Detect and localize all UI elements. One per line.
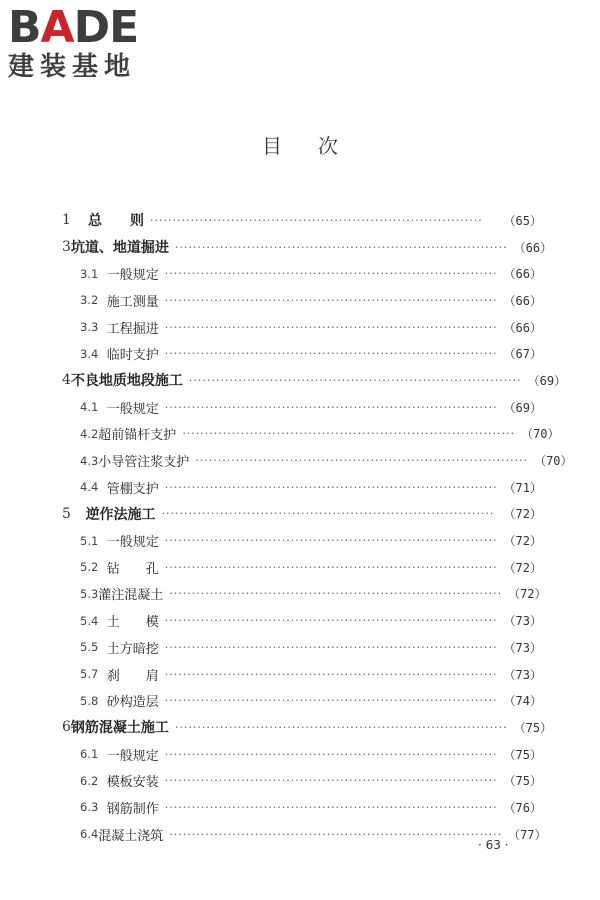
toc-entry-page: （73） [503, 640, 542, 655]
toc-entry-page: （73） [503, 667, 542, 682]
toc-entry-number: 4 [62, 372, 71, 389]
toc-entry [0, 634, 600, 661]
toc-entry-label: 总 则 [88, 213, 144, 230]
toc-entry-label: 小导管注浆支护 [98, 455, 190, 471]
toc-entry-label: 一般规定 [106, 748, 159, 764]
toc-leader-dots: ·········································································· [164, 534, 498, 548]
toc-leader-dots: ·········································································· [164, 400, 498, 414]
toc-entry [0, 767, 600, 794]
toc-leader-dots: ·········································································· [164, 667, 498, 681]
toc-entry [0, 741, 600, 768]
toc-leader-dots: ·········································································· [164, 614, 498, 628]
toc-entry-number: 1 [62, 212, 71, 229]
toc-entry-page: （72） [508, 587, 547, 602]
toc-entry [0, 607, 600, 634]
toc-entry-number: 4.2 [80, 426, 99, 441]
bade-logo [8, 2, 183, 82]
toc-entry-number: 5.2 [80, 560, 99, 575]
toc-entry-number: 3 [62, 239, 71, 256]
toc-entry-number: 5 [62, 505, 71, 522]
toc-leader-dots: ·········································································· [164, 560, 498, 574]
toc-entry-label: 模板安装 [106, 775, 159, 791]
toc-entry-number: 6.1 [80, 747, 99, 762]
toc-entry [0, 234, 600, 261]
toc-leader-dots: ·········································································· [182, 427, 516, 441]
toc-leader-dots: ·········································································· [169, 827, 503, 841]
toc-entry-number: 4.4 [80, 480, 99, 495]
toc-leader-dots: ·········································································· [164, 320, 498, 334]
toc-entry [0, 501, 600, 528]
toc-entry-page: （66） [503, 293, 542, 308]
toc-entry-label: 土方暗挖 [106, 641, 159, 657]
toc-entry-number: 5.4 [80, 613, 99, 628]
toc-entry-label: 工程掘进 [106, 321, 159, 337]
toc-entry-number: 6.2 [80, 773, 99, 788]
toc-entry-label: 钢筋制作 [106, 801, 159, 817]
toc-entry-page: （66） [503, 267, 542, 282]
toc-entry-number: 3.4 [80, 346, 99, 361]
toc-entry-label: 砂构造层 [106, 695, 159, 711]
toc-leader-dots: ·········································································· [188, 373, 522, 387]
toc-entry-label: 超前锚杆支护 [98, 428, 177, 444]
toc-entry-page: （75） [503, 774, 542, 789]
toc-leader-dots: ·········································································· [164, 774, 498, 788]
toc-entry-label: 混凝土浇筑 [98, 828, 164, 844]
toc-leader-dots: ·········································································· [164, 694, 498, 708]
toc-title: 目次 [262, 134, 374, 158]
toc-entry [0, 421, 600, 448]
toc-leader-dots: ·········································································· [164, 293, 498, 307]
toc-entry-number: 6.3 [80, 800, 99, 815]
table-of-contents [0, 207, 600, 848]
toc-leader-dots: ·········································································· [164, 800, 498, 814]
toc-leader-dots: ·········································································· [164, 347, 498, 361]
toc-entry [0, 554, 600, 581]
toc-entry-page: （70） [521, 427, 560, 442]
toc-entry-page: （76） [503, 800, 542, 815]
toc-entry-number: 5.5 [80, 640, 99, 655]
toc-entry-label: 一般规定 [106, 268, 159, 284]
toc-entry-label: 一般规定 [106, 401, 159, 417]
toc-entry-page: （72） [503, 560, 542, 575]
toc-entry-number: 5.7 [80, 667, 99, 682]
toc-entry-number: 6 [62, 719, 71, 736]
toc-entry-label: 刹 肩 [106, 668, 159, 684]
toc-entry [0, 581, 600, 608]
toc-entry-label: 钻 孔 [106, 561, 159, 577]
toc-entry-page: （75） [503, 747, 542, 762]
logo-subtitle: 建装基地 [8, 52, 137, 82]
toc-entry-label: 一般规定 [106, 535, 159, 551]
toc-leader-dots: ·········································································· [174, 240, 508, 254]
toc-entry-label: 坑道、地道掘进 [70, 240, 169, 257]
toc-entry [0, 394, 600, 421]
toc-entry-number: 5.1 [80, 533, 99, 548]
toc-entry-page: （67） [503, 347, 542, 362]
toc-entry [0, 367, 600, 394]
toc-entry-page: （69） [527, 373, 567, 388]
toc-entry-page: （66） [503, 320, 542, 335]
toc-entry-number: 4.3 [80, 453, 99, 468]
toc-entry-page: （71） [503, 480, 542, 495]
toc-leader-dots: ·········································································· [195, 454, 529, 468]
toc-entry-label: 灌注混凝土 [98, 588, 164, 604]
toc-entry-page: （73） [503, 614, 542, 629]
toc-entry [0, 527, 600, 554]
toc-entry [0, 314, 600, 341]
toc-leader-dots: ·········································································· [174, 720, 508, 734]
toc-entry-page: （72） [503, 534, 542, 549]
toc-entry-number: 3.3 [80, 320, 99, 335]
toc-entry [0, 260, 600, 287]
toc-entry [0, 714, 600, 741]
toc-leader-dots: ·········································································· [150, 213, 483, 227]
toc-entry-label: 临时支护 [106, 348, 159, 364]
toc-entry-number: 6.4 [80, 827, 99, 842]
toc-entry [0, 687, 600, 714]
toc-entry [0, 661, 600, 688]
toc-entry-number: 4.1 [80, 400, 99, 415]
toc-leader-dots: ·········································································· [164, 480, 498, 494]
toc-entry-label: 不良地质地段施工 [70, 373, 183, 390]
toc-entry [0, 474, 600, 501]
toc-entry-page: （74） [503, 694, 542, 709]
toc-entry [0, 207, 600, 234]
toc-entry-page: （75） [513, 720, 553, 735]
toc-leader-dots: ·········································································· [161, 507, 495, 521]
toc-entry-page: （69） [503, 400, 542, 415]
toc-entry [0, 447, 600, 474]
toc-entry-number: 3.1 [80, 266, 99, 281]
toc-entry-label: 逆作法施工 [85, 506, 156, 523]
toc-entry-label: 钢筋混凝土施工 [70, 720, 169, 737]
toc-entry-page: （70） [534, 454, 573, 469]
toc-entry-number: 5.8 [80, 693, 99, 708]
toc-entry [0, 287, 600, 314]
logo-wordmark: BADE [8, 2, 139, 53]
toc-leader-dots: ·········································································· [169, 587, 503, 601]
toc-leader-dots: ·········································································· [164, 267, 498, 281]
toc-leader-dots: ·········································································· [164, 640, 498, 654]
toc-entry [0, 821, 600, 848]
toc-leader-dots: ·········································································· [164, 747, 498, 761]
page-number: · 63 · [478, 838, 509, 852]
toc-entry-label: 施工测量 [106, 294, 159, 310]
toc-entry-number: 5.3 [80, 586, 99, 601]
toc-entry [0, 340, 600, 367]
toc-entry [0, 794, 600, 821]
toc-entry-label: 土 模 [106, 615, 159, 631]
toc-entry-label: 管棚支护 [106, 481, 159, 497]
toc-entry-page: （65） [503, 213, 542, 228]
toc-entry-number: 3.2 [80, 293, 99, 308]
toc-entry-page: （77） [508, 827, 547, 842]
toc-entry-page: （72） [503, 507, 542, 522]
toc-entry-page: （66） [513, 240, 553, 255]
